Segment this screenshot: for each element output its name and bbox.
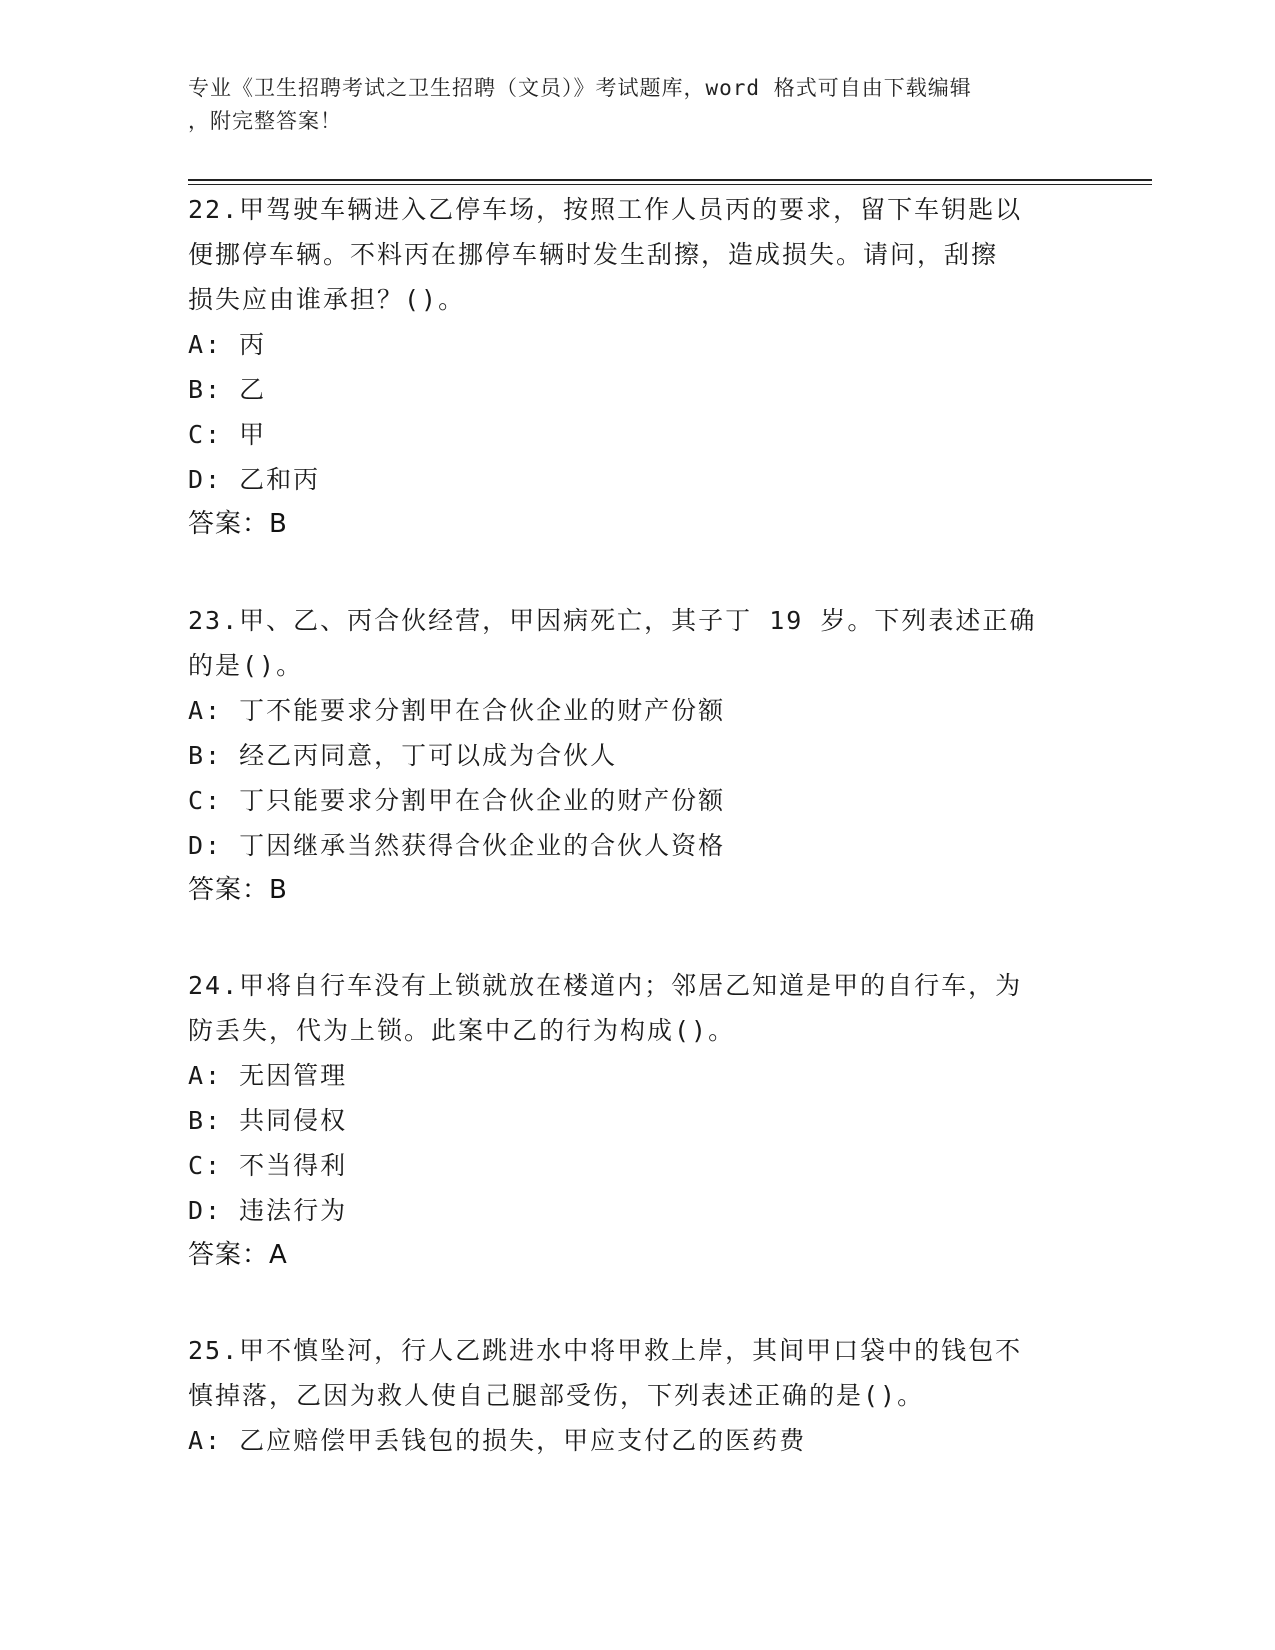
question-stem-line: 22.甲驾驶车辆进入乙停车场，按照工作人员丙的要求，留下车钥匙以	[188, 195, 1023, 224]
option-a: A: 丁不能要求分割甲在合伙企业的财产份额	[188, 696, 726, 725]
header-line-1: 专业《卫生招聘考试之卫生招聘（文员）》考试题库，word 格式可自由下载编辑	[188, 76, 972, 100]
option-b: B: 共同侵权	[188, 1106, 348, 1135]
question-stem-line: 防丢失，代为上锁。此案中乙的行为构成()。	[188, 1016, 736, 1045]
option-a: A: 无因管理	[188, 1061, 348, 1090]
answer-line: 答案：B	[188, 875, 288, 905]
header-rule-thick	[188, 179, 1152, 181]
question-24	[188, 963, 1088, 1278]
question-23	[188, 598, 1088, 913]
option-a: A: 乙应赔偿甲丢钱包的损失，甲应支付乙的医药费	[188, 1426, 807, 1455]
option-c: C: 丁只能要求分割甲在合伙企业的财产份额	[188, 786, 726, 815]
question-stem-line: 损失应由谁承担？()。	[188, 285, 466, 314]
option-c: C: 甲	[188, 420, 267, 449]
header-rule-thin	[188, 184, 1152, 185]
header-line-2: ，附完整答案！	[188, 109, 342, 133]
document-header	[188, 72, 1088, 138]
option-c: C: 不当得利	[188, 1151, 348, 1180]
question-25	[188, 1328, 1088, 1463]
option-b: B: 经乙丙同意，丁可以成为合伙人	[188, 741, 618, 770]
option-b: B: 乙	[188, 375, 267, 404]
question-stem-line: 23.甲、乙、丙合伙经营，甲因病死亡，其子丁 19 岁。下列表述正确	[188, 606, 1037, 635]
option-d: D: 丁因继承当然获得合伙企业的合伙人资格	[188, 831, 726, 860]
question-stem-line: 的是()。	[188, 651, 304, 680]
question-stem-line: 便挪停车辆。不料丙在挪停车辆时发生刮擦，造成损失。请问，刮擦	[188, 240, 999, 269]
option-d: D: 违法行为	[188, 1196, 348, 1225]
question-stem-line: 25.甲不慎坠河，行人乙跳进水中将甲救上岸，其间甲口袋中的钱包不	[188, 1336, 1023, 1365]
question-stem-line: 慎掉落，乙因为救人使自己腿部受伤，下列表述正确的是()。	[188, 1381, 925, 1410]
answer-line: 答案：A	[188, 1240, 288, 1270]
option-a: A: 丙	[188, 330, 267, 359]
question-stem-line: 24.甲将自行车没有上锁就放在楼道内；邻居乙知道是甲的自行车，为	[188, 971, 1023, 1000]
option-d: D: 乙和丙	[188, 465, 321, 494]
answer-line: 答案：B	[188, 509, 288, 539]
question-22	[188, 187, 1088, 547]
